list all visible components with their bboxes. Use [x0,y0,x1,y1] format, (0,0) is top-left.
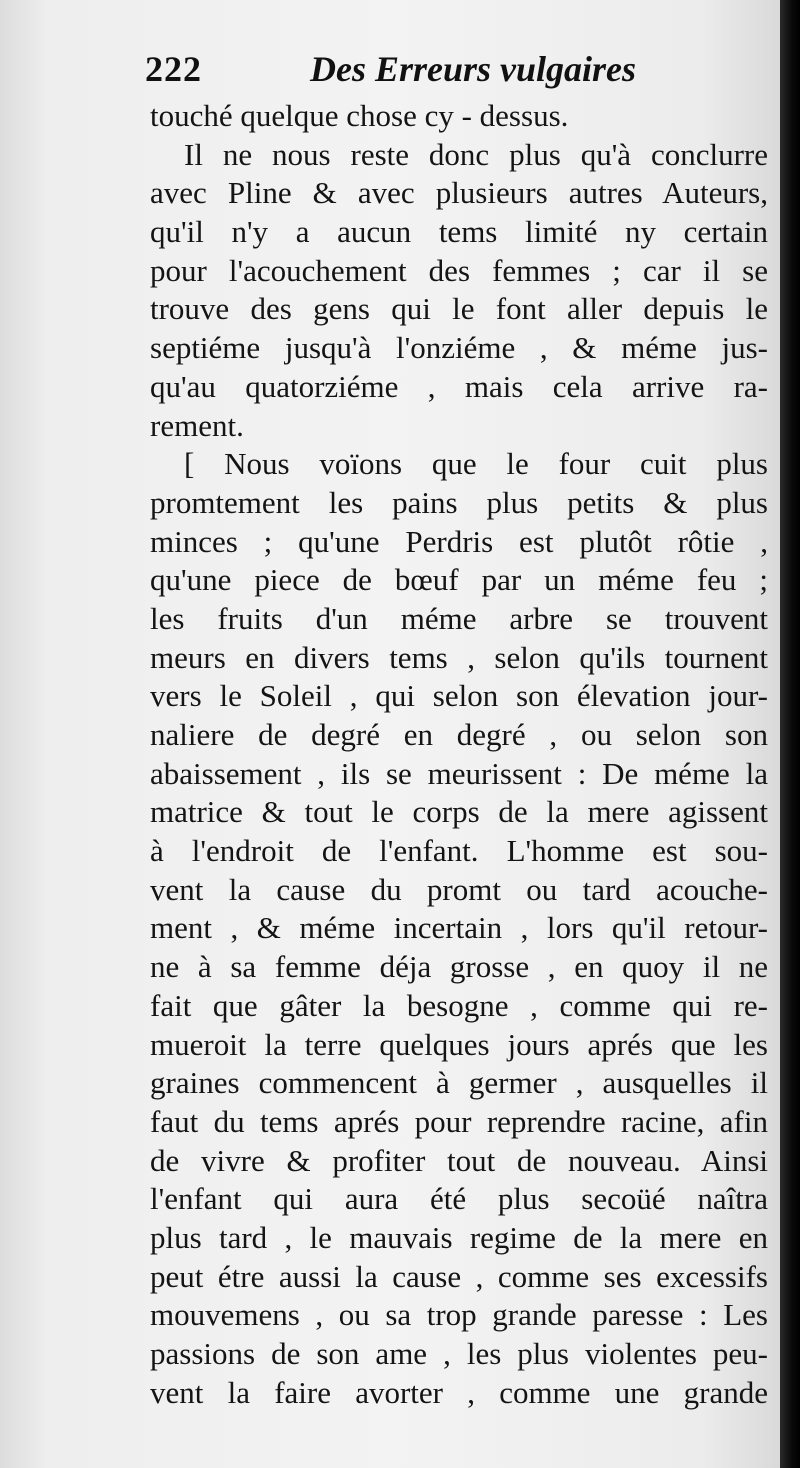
text-line: faut du tems aprés pour reprendre racine, afin [150,1103,768,1139]
running-head-title: Des Erreurs vulgaires [310,49,637,89]
text-line: qu'il n'y a aucun tems limité ny certain [150,214,768,250]
text-line: touché quelque chose cy - dessus. [150,98,569,133]
text-line: mueroit la terre quelques jours aprés que les [150,1026,768,1062]
text-line: ne à sa femme déja grosse , en quoy il ne [150,949,768,985]
text-line: vent la cause du promt ou tard acouche- [150,871,768,907]
text-line: les fruits d'un méme arbre se trouvent [150,600,768,636]
page-number: 222 [145,49,202,89]
text-line: qu'une piece de bœuf par un méme feu ; [150,562,768,598]
text-line: minces ; qu'une Perdris est plutôt rôtie , [150,523,768,559]
text-line: de vivre & profiter tout de nouveau. Ainsi [150,1142,768,1178]
text-line: rement. [150,407,244,443]
text-line: graines commencent à germer , ausquelles il [150,1065,768,1101]
running-head [145,48,685,98]
body-text [150,97,768,1412]
text-line: meurs en divers tems , selon qu'ils tournent [150,639,768,675]
text-line: [ Nous voïons que le four cuit plus [184,446,768,482]
text-line: ment , & méme incertain , lors qu'il retour- [150,910,768,946]
text-line: promtement les pains plus petits & plus [150,484,768,520]
text-line: trouve des gens qui le font aller depuis le [150,291,768,327]
text-line: qu'au quatorziéme , mais cela arrive ra- [150,368,768,404]
text-line: vent la faire avorter , comme une grande [150,1374,768,1410]
text-line: Il ne nous reste donc plus qu'à conclurre [184,136,768,172]
text-line: peut étre aussi la cause , comme ses excessifs [150,1258,768,1294]
text-line: septiéme jusqu'à l'onziéme , & méme jus- [150,330,768,366]
text-line: naliere de degré en degré , ou selon son [150,717,768,752]
page-edge-shadow [780,0,800,1468]
text-line: l'enfant qui aura été plus secoüé naîtra [150,1181,768,1217]
text-line: à l'endroit de l'enfant. L'homme est sou- [150,833,768,869]
text-line: passions de son ame , les plus violentes peu- [150,1336,768,1371]
text-line: avec Pline & avec plusieurs autres Auteurs, [150,175,768,211]
text-line: matrice & tout le corps de la mere agissent [150,794,768,830]
text-line: fait que gâter la besogne , comme qui re- [150,987,768,1023]
text-line: mouvemens , ou sa trop grande paresse : Les [150,1297,768,1333]
text-line: plus tard , le mauvais regime de la mere en [150,1219,768,1255]
text-line: abaissement , ils se meurissent : De méme la [150,755,768,791]
text-line: pour l'acouchement des femmes ; car il se [150,252,768,288]
text-line: vers le Soleil , qui selon son élevation jour- [150,678,768,714]
